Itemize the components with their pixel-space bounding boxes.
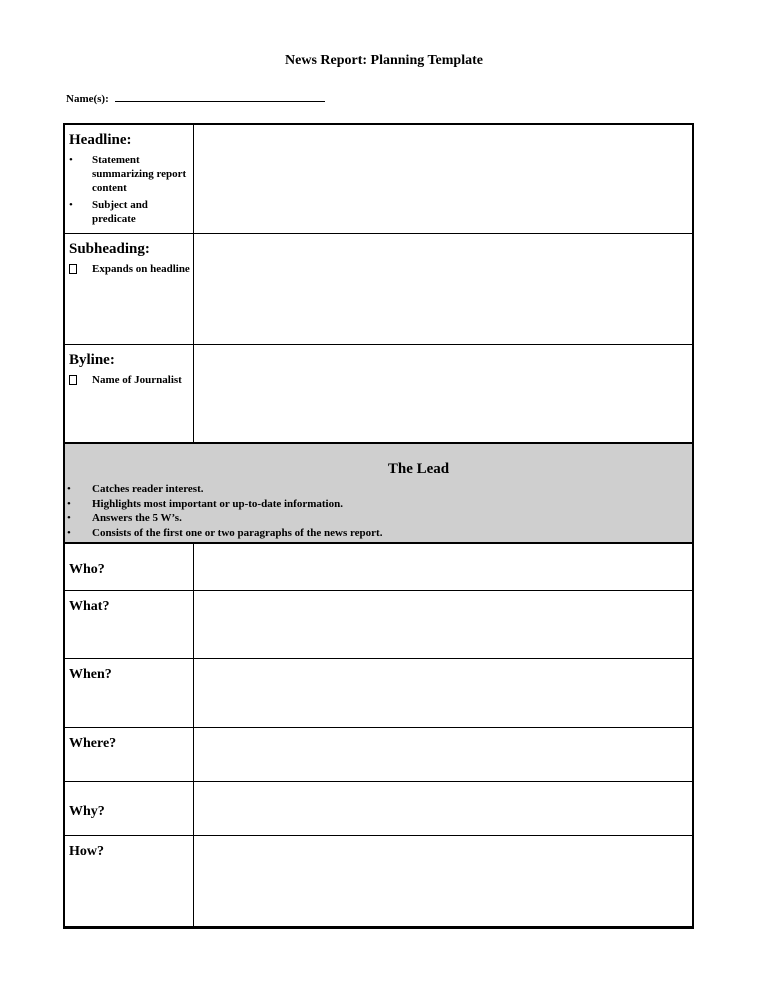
how-row — [65, 835, 692, 926]
what-input-area[interactable] — [194, 591, 692, 658]
headline-label-cell — [65, 125, 194, 233]
when-label: When? — [69, 667, 112, 682]
why-input-area[interactable] — [194, 782, 692, 835]
headline-input-area[interactable] — [194, 125, 692, 233]
subheading-heading: Subheading: — [69, 241, 150, 257]
subheading-label-cell — [65, 234, 194, 344]
why-label-cell — [65, 782, 194, 835]
list-item: Name of Journalist — [69, 373, 193, 387]
who-input-area[interactable] — [194, 544, 692, 590]
list-item: • Highlights most important or up-to-date information. — [67, 497, 343, 510]
name-label: Name(s): — [66, 93, 109, 105]
lead-bullets — [65, 482, 692, 541]
bullet-icon: • — [69, 199, 73, 211]
where-row — [65, 727, 692, 781]
when-row — [65, 658, 692, 727]
headline-row — [65, 125, 692, 233]
list-item: • Statement summarizing report content — [69, 154, 187, 194]
how-label: How? — [69, 844, 104, 859]
bullet-icon: • — [67, 497, 71, 510]
what-label-cell — [65, 591, 194, 658]
bullet-icon: • — [69, 154, 73, 166]
byline-input-area[interactable] — [194, 345, 692, 442]
list-item: • Consists of the first one or two paragraphs of the news report. — [67, 527, 383, 540]
how-input-area[interactable] — [194, 836, 692, 926]
why-label: Why? — [69, 804, 105, 819]
bullet-icon: • — [67, 527, 71, 540]
where-label: Where? — [69, 736, 117, 751]
what-label: What? — [69, 599, 110, 614]
subheading-row — [65, 233, 692, 344]
list-item: Expands on headline — [69, 262, 193, 276]
when-input-area[interactable] — [194, 659, 692, 727]
where-label-cell — [65, 728, 194, 781]
who-label-cell — [65, 544, 194, 590]
byline-bullets — [69, 373, 193, 387]
how-label-cell — [65, 836, 194, 926]
who-label: Who? — [69, 562, 105, 577]
name-field — [66, 91, 325, 105]
list-item: • Answers the 5 W’s. — [67, 512, 182, 525]
headline-bullets — [69, 153, 193, 226]
where-input-area[interactable] — [194, 728, 692, 781]
list-item: • Subject and predicate — [69, 199, 148, 225]
subheading-bullets — [69, 262, 193, 276]
who-row — [65, 544, 692, 590]
checkbox-icon — [69, 262, 81, 278]
why-row — [65, 781, 692, 835]
checkbox-icon — [69, 373, 81, 389]
subheading-input-area[interactable] — [194, 234, 692, 344]
headline-heading: Headline: — [69, 132, 132, 148]
bullet-icon: • — [67, 483, 71, 495]
page-title: News Report: Planning Template — [285, 53, 483, 68]
when-label-cell — [65, 659, 194, 727]
byline-label-cell — [65, 345, 194, 442]
lead-section — [65, 442, 692, 544]
bullet-icon: • — [67, 512, 71, 525]
byline-row — [65, 344, 692, 442]
planning-table — [63, 123, 694, 929]
lead-title: The Lead — [387, 461, 450, 477]
what-row — [65, 590, 692, 658]
byline-heading: Byline: — [69, 352, 115, 368]
name-blank-line[interactable] — [115, 91, 325, 102]
list-item: • Catches reader interest. — [67, 483, 204, 495]
